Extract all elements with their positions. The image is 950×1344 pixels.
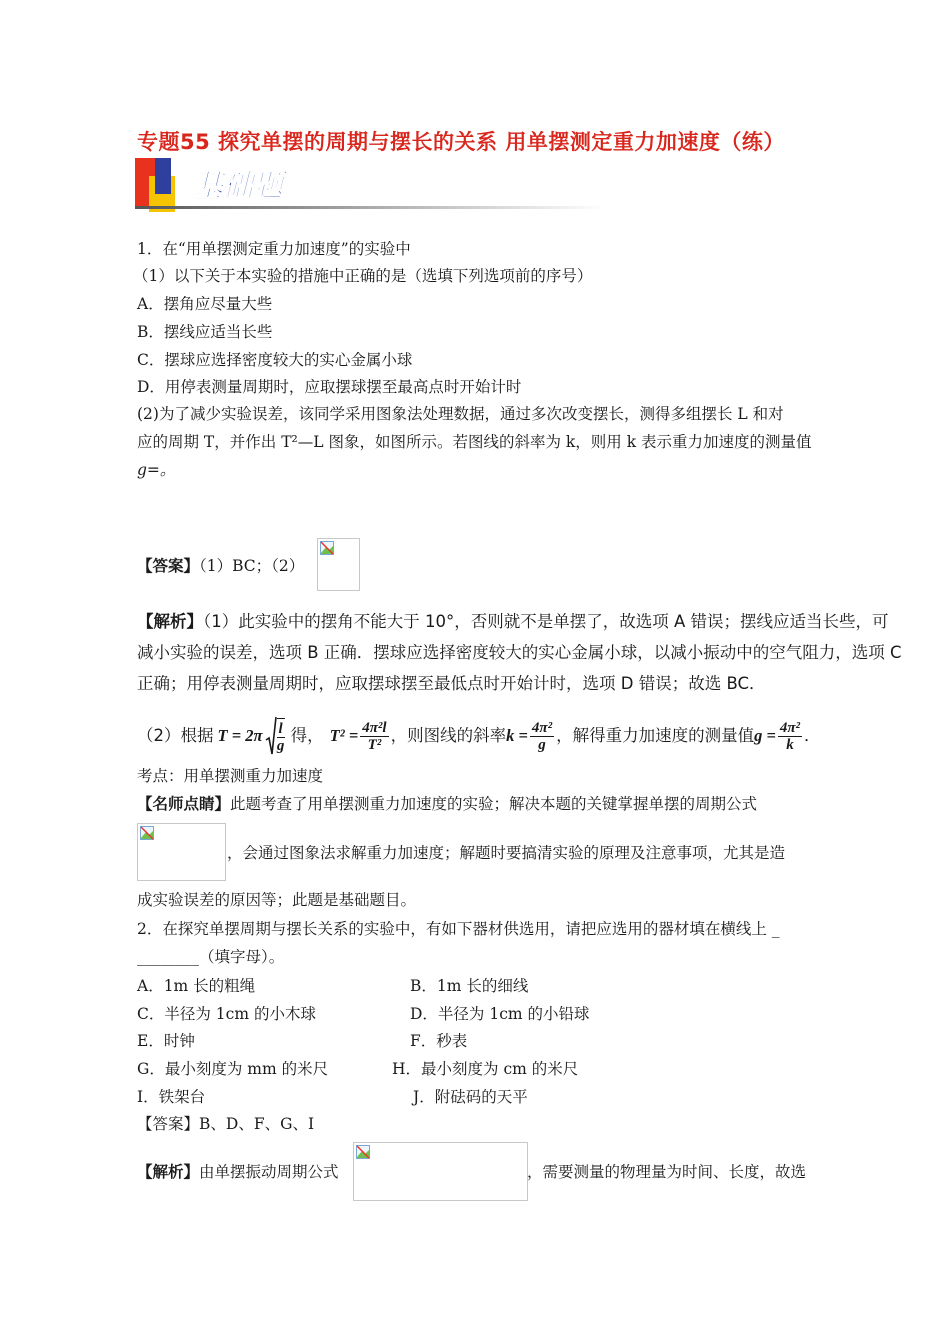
formula-g: g = — [754, 726, 776, 745]
analysis-label: 【解析】 — [137, 612, 203, 631]
q2-stem-line2: ________（填字母）。 — [137, 948, 285, 966]
q1-option-b: B．摆线应适当长些 — [137, 323, 273, 341]
q1-option-a: A．摆角应尽量大些 — [137, 295, 273, 313]
frac3-den: k — [786, 736, 794, 753]
q1-part1: （1）以下关于本实验的措施中正确的是（选填下列选项前的序号） — [133, 267, 593, 285]
q2-analysis-suffix: ，需要测量的物理量为时间、长度，故选 — [527, 1163, 807, 1181]
q2-stem-line1: 2．在探究单摆周期与摆长关系的实验中，有如下器材供选用，请把应选用的器材填在横线上 _ — [137, 920, 780, 938]
q1-kaodian: 考点：用单摆测重力加速度 — [137, 767, 324, 785]
q2-option-f: F．秒表 — [410, 1032, 468, 1050]
formula-period: T = 2π — [217, 726, 263, 745]
q1-part2-line1: (2)为了减少实验误差，该同学采用图象法处理数据，通过多次改变摆长，测得多组摆长 L 和对 — [137, 405, 784, 423]
fraction-1 — [360, 720, 388, 753]
fraction-2 — [530, 720, 554, 753]
q2-option-h: H．最小刻度为 cm 的米尺 — [392, 1060, 579, 1078]
q2-option-g: G．最小刻度为 mm 的米尺 — [137, 1060, 329, 1078]
q1-part2-line3: g=。 — [137, 461, 176, 479]
frac3-num: 4π² — [779, 719, 801, 736]
formula-t2: T² = — [329, 726, 359, 745]
frac1-num: 4π²l — [362, 719, 387, 736]
tip-text: 此题考查了用单摆测重力加速度的实验；解决本题的关键掌握单摆的周期公式 — [230, 795, 758, 813]
q2-option-j: J．附砝码的天平 — [413, 1088, 528, 1106]
sqrt-num: l — [278, 721, 283, 737]
analysis-text: （1）此实验中的摆角不能大于 10°，否则就不是单摆了，故选项 A 错误；摆线应适当长些，可 — [203, 612, 889, 631]
q1-formula-line — [137, 712, 821, 760]
banner-label: 基础题 — [193, 169, 283, 204]
q2-option-b: B．1m 长的细线 — [410, 977, 529, 995]
q1-option-d: D．用停表测量周期时，应取摆球摆至最高点时开始计时 — [137, 378, 522, 396]
answer-label: 【答案】 — [137, 556, 200, 575]
fraction-3 — [778, 720, 802, 753]
q1-stem: 1．在“用单摆测定重力加速度”的实验中 — [137, 240, 411, 258]
page-title: 专题55 探究单摆的周期与摆长的关系 用单摆测定重力加速度（练） — [137, 130, 785, 154]
sqrt-fraction — [277, 718, 285, 754]
formula-mid2: ，解得重力加速度的测量值 — [556, 726, 755, 745]
q1-part2-line2: 应的周期 T，并作出 T²—L 图象，如图所示。若图线的斜率为 k，则用 k 表示重力加速度的测量值 — [137, 433, 812, 451]
q2-analysis-text: 由单摆振动周期公式 — [199, 1163, 339, 1181]
broken-image-icon — [353, 1142, 528, 1201]
broken-image-icon — [317, 538, 360, 591]
frac2-num: 4π² — [531, 719, 553, 736]
frac2-den: g — [538, 736, 546, 753]
frac1-den: T² — [367, 736, 382, 753]
q1-analysis-line3: 正确；用停表测量周期时，应取摆球摆至最低点时开始计时，选项 D 错误；故选 BC． — [137, 674, 766, 693]
formula-k: k = — [506, 726, 528, 745]
q2-option-a: A．1m 长的粗绳 — [137, 977, 256, 995]
broken-image-icon — [137, 823, 226, 881]
q2-option-i: I．铁架台 — [137, 1088, 206, 1106]
q2-analysis-label: 【解析】 — [137, 1162, 200, 1181]
q1-analysis-line2: 减小实验的误差，选项 B 正确．摆球应选择密度较大的实心金属小球，以减小振动中的空气阻力，选项 C — [137, 643, 902, 662]
q1-option-c: C．摆球应选择密度较大的实心金属小球 — [137, 351, 413, 369]
q2-option-c: C．半径为 1cm 的小木球 — [137, 1005, 316, 1023]
q1-tip-line1 — [137, 794, 757, 814]
q2-analysis-prefix — [137, 1162, 339, 1182]
formula-mid: ，则图线的斜率 — [390, 726, 507, 745]
sqrt-den: g — [276, 738, 285, 754]
formula-de: 得， — [290, 726, 324, 745]
formula-prefix: （2）根据 — [137, 726, 214, 745]
tip-label: 【名师点睛】 — [137, 794, 231, 813]
formula-end: ． — [804, 726, 821, 745]
q1-tip-line2: ，会通过图象法求解重力加速度；解题时要搞清实验的原理及注意事项，尤其是造 — [227, 844, 786, 862]
formula-sqrt — [265, 716, 287, 756]
q2-option-e: E．时钟 — [137, 1032, 195, 1050]
q2-answer: 【答案】B、D、F、G、I — [137, 1115, 315, 1133]
q1-tip-line3: 成实验误差的原因等；此题是基础题目。 — [137, 891, 417, 909]
q1-answer — [137, 556, 304, 576]
q1-analysis-line1 — [137, 611, 889, 633]
section-banner — [135, 158, 605, 220]
q2-option-d: D．半径为 1cm 的小铅球 — [410, 1005, 590, 1023]
answer-text: （1）BC；（2） — [199, 557, 305, 575]
